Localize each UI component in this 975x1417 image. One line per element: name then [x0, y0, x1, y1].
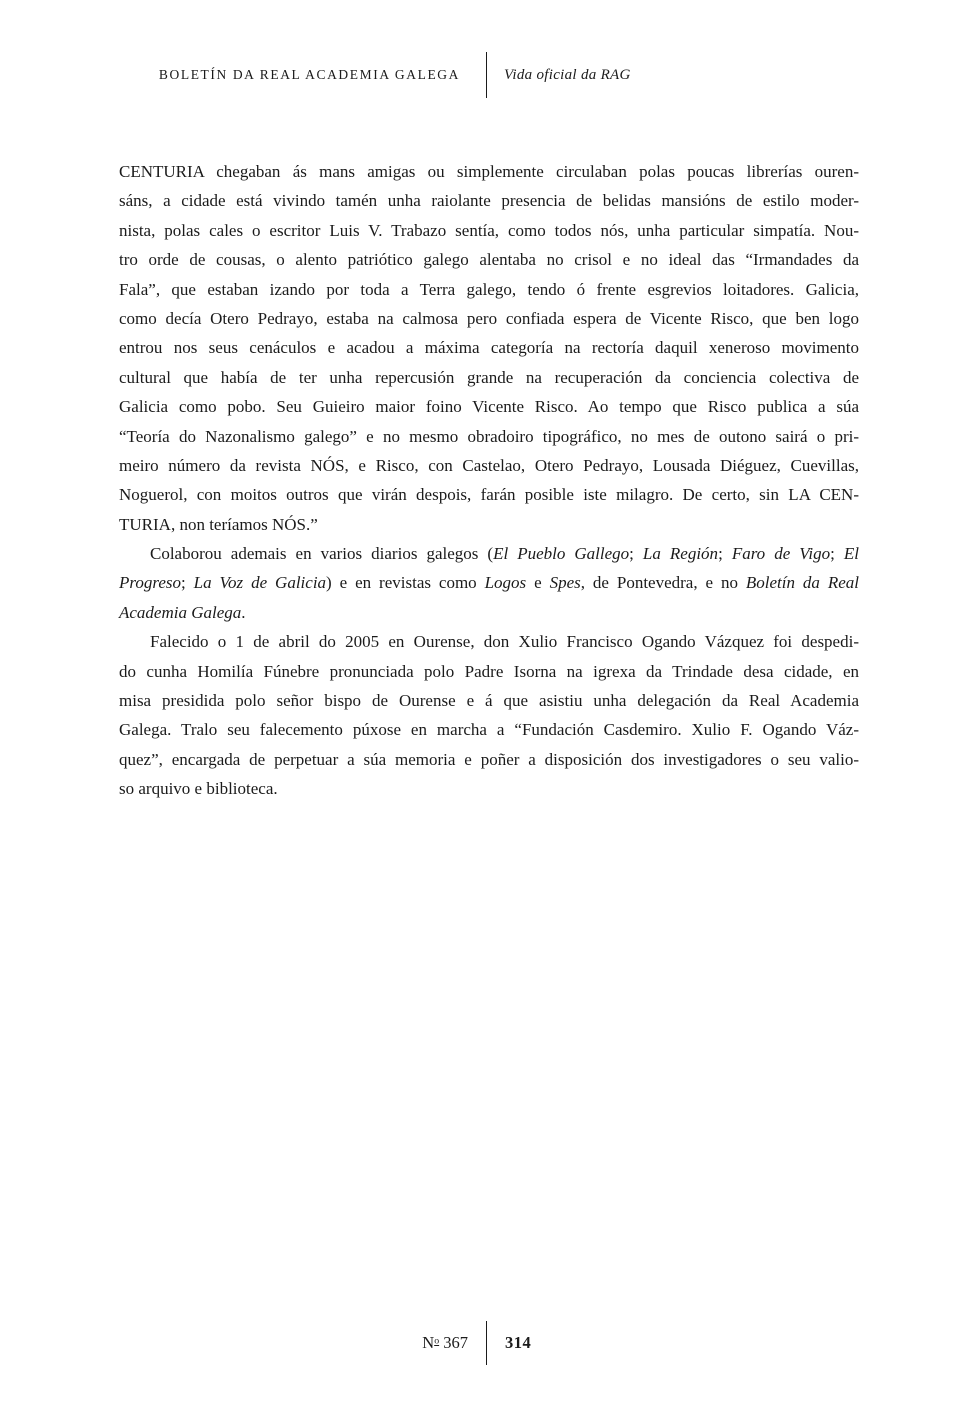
text-run: tro orde de cousas, o alento patriótico galego alentaba no crisol e no ideal das “Irmandades da — [119, 250, 859, 270]
text-run: quez”, encargada de perpetuar a súa memoria e poñer a disposición dos investigadores o seu valio- — [119, 749, 859, 769]
text-line — [119, 715, 859, 744]
text-run: Falecido o 1 de abril do 2005 en Ourense, don Xulio Francisco Ogando Vázquez foi despedi- — [150, 632, 859, 652]
section-title: Vida oficial da RAG — [504, 66, 631, 83]
paragraph — [119, 157, 859, 539]
text-line — [119, 451, 859, 480]
text-line — [119, 304, 859, 333]
text-run: so arquivo e biblioteca. — [119, 779, 278, 799]
italic-text-run: Academia Galega — [119, 602, 242, 622]
text-line — [119, 598, 859, 627]
text-line — [119, 333, 859, 362]
text-run: Galega. Tralo seu falecemento púxose en marcha a “Fundación Casdemiro. Xulio F. Ogando Váz- — [119, 720, 859, 740]
issue-number — [422, 1333, 468, 1353]
text-line — [119, 216, 859, 245]
text-run: ; — [830, 544, 844, 564]
footer-left-cell — [0, 1321, 487, 1365]
text-run: meiro número da revista NÓS, e Risco, con Castelao, Otero Pedrayo, Lousada Diéguez, Cuevillas, — [119, 455, 859, 475]
page-number: 314 — [505, 1333, 532, 1352]
page-footer — [0, 1321, 975, 1365]
page-header — [0, 52, 975, 98]
italic-text-run: La Región — [642, 544, 719, 564]
text-run: ) e en revistas como — [326, 573, 485, 593]
text-run: ; — [718, 544, 732, 564]
italic-text-run: Progreso — [119, 573, 182, 593]
italic-text-run: Boletín da Real — [745, 573, 859, 593]
text-run: sáns, a cidade está vivindo tamén unha raiolante presencia de belidas mansións de estilo moder- — [119, 191, 859, 211]
paragraph — [119, 539, 859, 627]
text-run: , de Pontevedra, e no — [580, 573, 746, 593]
journal-title: BOLETÍN DA REAL ACADEMIA GALEGA — [158, 67, 460, 82]
text-line — [119, 745, 859, 774]
text-run: Fala”, que estaban izando por toda a Terra galego, tendo ó frente esgrevios loitadores. Galicia, — [119, 279, 859, 299]
text-line — [119, 275, 859, 304]
text-line — [119, 186, 859, 215]
italic-text-run: La Voz de Galicia — [193, 573, 327, 593]
text-run: nista, polas cales o escritor Luis V. Trabazo sentía, como todos nós, unha particular simpatía. Nou- — [119, 220, 859, 240]
text-line — [119, 245, 859, 274]
text-run: . — [241, 602, 246, 622]
text-line — [119, 539, 859, 568]
footer-right-cell — [487, 1321, 975, 1365]
italic-text-run: El Pueblo Gallego — [493, 544, 630, 564]
text-run: misa presidida polo señor bispo de Ourense e á que asistiu unha delegación da Real Academia — [119, 691, 859, 711]
text-run: entrou nos seus cenáculos e acadou a máxima categoría na rectoría daquil xeneroso movimento — [119, 338, 859, 358]
text-line — [119, 686, 859, 715]
text-run: TURIA, non teríamos NÓS.” — [119, 514, 318, 534]
text-line — [119, 774, 859, 803]
header-right-cell — [487, 52, 975, 98]
text-line — [119, 627, 859, 656]
italic-text-run: Faro de Vigo — [731, 544, 831, 564]
issue-value: 367 — [443, 1333, 468, 1352]
text-line — [119, 392, 859, 421]
text-line — [119, 568, 859, 597]
text-run: Galicia como pobo. Seu Guieiro maior foino Vicente Risco. Ao tempo que Risco publica a súa — [119, 397, 859, 417]
italic-text-run: El — [843, 544, 859, 564]
text-run: e — [526, 573, 550, 593]
italic-text-run: Spes — [549, 573, 581, 593]
text-run: ; — [181, 573, 194, 593]
text-run: CENTURIA chegaban ás mans amigas ou simplemente circulaban polas poucas librerías ouren- — [119, 162, 859, 181]
text-line — [119, 480, 859, 509]
text-run: Noguerol, con moitos outros que virán despois, farán posible iste milagro. De certo, sin LA CEN- — [119, 485, 859, 505]
text-run: ; — [629, 544, 643, 564]
text-run: “Teoría do Nazonalismo galego” e no mesmo obradoiro tipográfico, no mes de outono sairá o pri- — [119, 426, 859, 446]
issue-prefix: N — [422, 1333, 435, 1352]
text-run: como decía Otero Pedrayo, estaba na calmosa pero confiada espera de Vicente Risco, que ben logo — [119, 308, 859, 328]
text-line — [119, 657, 859, 686]
article-body — [119, 157, 859, 804]
text-line — [119, 363, 859, 392]
text-run: do cunha Homilía Fúnebre pronunciada polo Padre Isorna na igrexa da Trindade desa cidade, en — [119, 661, 859, 681]
text-line — [119, 157, 859, 186]
text-line — [119, 422, 859, 451]
header-left-cell — [0, 52, 487, 98]
text-run: cultural que había de ter unha repercusión grande na recuperación da conciencia colectiva de — [119, 367, 859, 387]
text-run: Colaborou ademais en varios diarios galegos ( — [150, 544, 494, 564]
italic-text-run: Logos — [484, 573, 527, 593]
paragraph — [119, 627, 859, 803]
issue-ordinal: o — [434, 1335, 440, 1347]
text-line — [119, 510, 859, 539]
